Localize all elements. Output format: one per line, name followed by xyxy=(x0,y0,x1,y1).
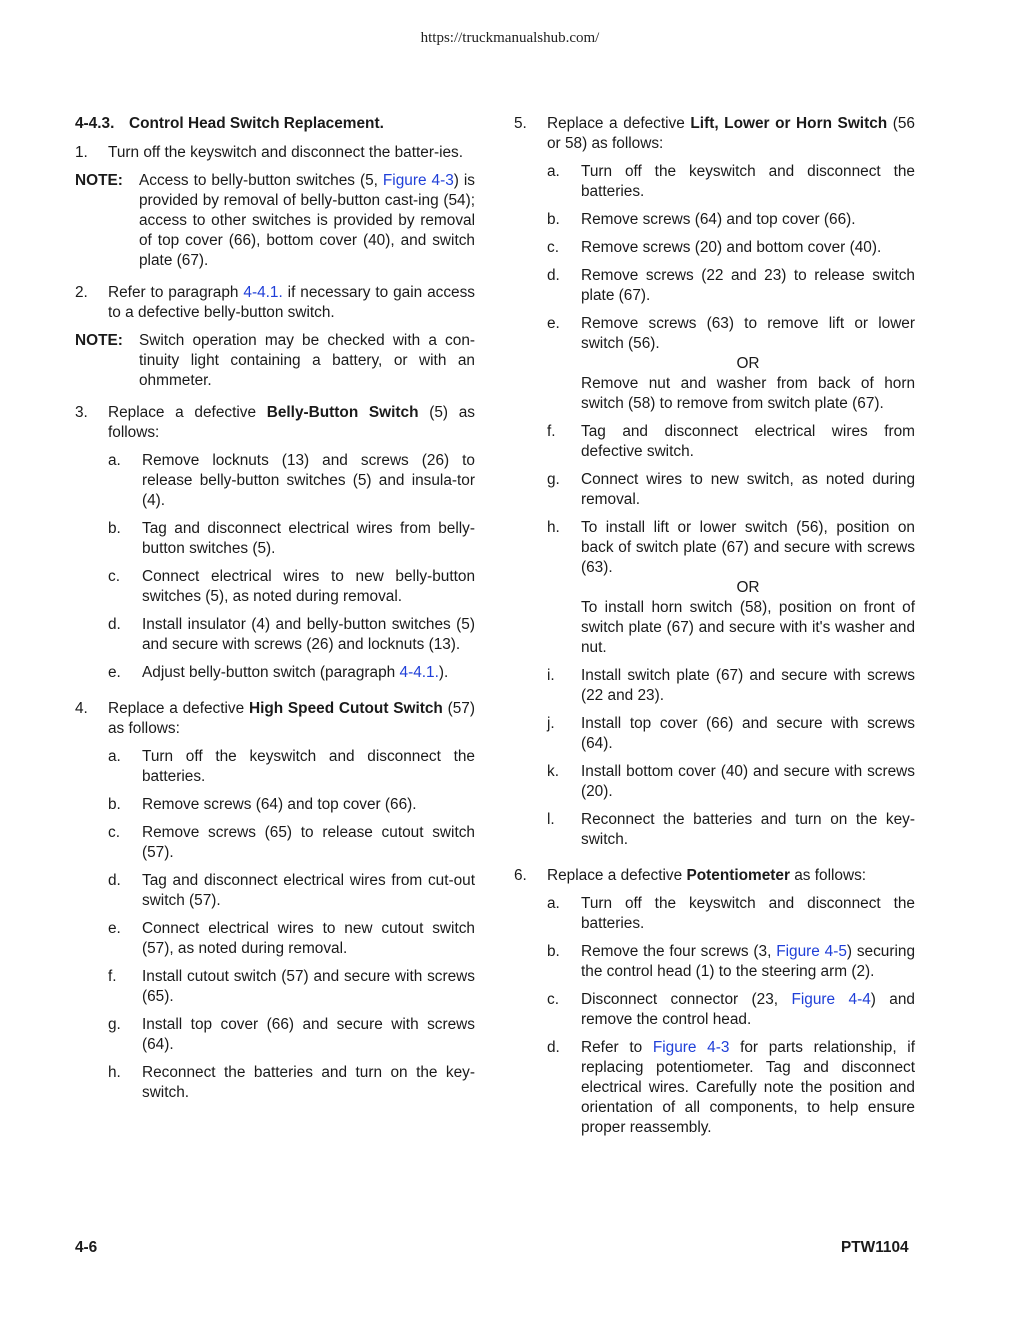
figure-link[interactable]: Figure 4-4 xyxy=(791,991,871,1008)
substep: f. Install cutout switch (57) and secure with screws (65). xyxy=(108,968,475,1005)
right-column xyxy=(514,114,915,1154)
substep: d. Install insulator (4) and belly-button switches (5) and secure with screws (26) and locknuts (13). xyxy=(108,616,475,653)
substep: j. Install top cover (66) and secure with screws (64). xyxy=(547,715,915,752)
substep: c. Disconnect connector (23, Figure 4-4) and remove the control head. xyxy=(547,991,915,1028)
substep: b. Tag and disconnect electrical wires from belly-button switches (5). xyxy=(108,520,475,557)
substep: b. Remove screws (64) and top cover (66). xyxy=(547,211,856,228)
substep: k. Install bottom cover (40) and secure with screws (20). xyxy=(547,763,915,800)
substep: f. Tag and disconnect electrical wires from defective switch. xyxy=(547,423,915,460)
substep: c. Remove screws (20) and bottom cover (40). xyxy=(547,239,882,256)
paragraph-link[interactable]: 4-4.1. xyxy=(399,664,439,681)
step-3: 3. Replace a defective Belly-Button Switch (5) as follows: a. Remove locknuts (13) and screws (26) to release belly-button switches (5) and insula-tor (4). b. Tag and disconnect electrical wires from belly-button switches (5). c. Connect electrical wires to new belly-button switches (5), as noted during removal. d. Install insulator (4) and belly-button switches (5) and secure with screws (26) and locknuts (13). e. Adjust belly-button switch (paragraph 4-4.1.). xyxy=(75,404,475,681)
section-heading xyxy=(75,114,475,134)
source-url[interactable]: https://truckmanualshub.com/ xyxy=(420,30,600,46)
section-title: Control Head Switch Replacement. xyxy=(129,115,384,132)
document-id: PTW1104 xyxy=(841,1239,909,1256)
substep: a. Turn off the keyswitch and disconnect the batteries. xyxy=(547,163,915,200)
section-number: 4-4.3. xyxy=(75,115,115,132)
substep: b. Remove screws (64) and top cover (66). xyxy=(108,796,417,813)
substep: d. Refer to Figure 4-3 for parts relationship, if replacing potentiometer. Tag and disconnect electrical wires. Carefully note the position and orientation of all components, to help ensure proper reassembly. xyxy=(547,1039,915,1136)
substep: d. Tag and disconnect electrical wires from cut-out switch (57). xyxy=(108,872,475,909)
step-4: 4. Replace a defective High Speed Cutout Switch (57) as follows: a. Turn off the keyswitch and disconnect the batteries. b. Remove screws (64) and top cover (66). c. Remove screws (65) to release cutout switch (57). d. Tag and disconnect electrical wires from cut-out switch (57). e. Connect electrical wires to new cutout switch (57), as noted during removal. f. Install cutout switch (57) and secure with screws (65). g. Install top cover (66) and secure with screws (64). h. Reconnect the batteries and turn on the key-switch. xyxy=(75,700,475,1101)
note-access: NOTE: Access to belly-button switches (5, Figure 4-3) is provided by removal of belly-button cast-ing (54); access to other switches is provided by removal of top cover (66), bottom cover (40), and switch plate (67). xyxy=(75,172,475,269)
step-5: 5. Replace a defective Lift, Lower or Horn Switch (56 or 58) as follows: a. Turn off the keyswitch and disconnect the batteries. b. Remove screws (64) and top cover (66). c. Remove screws (20) and bottom cover (40). d. Remove screws (22 and 23) to release switch plate (67). e. Remove screws (63) to remove lift or lower switch (56). OR Remove nut and washer from back of horn switch (58) to remove from switch plate (67). f. Tag and disconnect electrical wires from defective switch. g. Connect wires to new switch, as noted during removal. h. To install lift or lower switch (56), position on back of switch plate (67) and secure with screws (63). OR To install horn switch (58), position on front of switch plate (67) and secure with it's washer and nut. i. Install switch plate (67) and secure with screws (22 and 23). j. Install top cover (66) and secure with screws (64). k. Install bottom cover (40) and secure with screws (20). l. Reconnect the batteries and turn on the key-switch. xyxy=(514,115,915,848)
substep: i. Install switch plate (67) and secure with screws (22 and 23). xyxy=(547,667,915,704)
figure-link[interactable]: Figure 4-5 xyxy=(776,943,847,960)
step-6: 6. Replace a defective Potentiometer as follows: a. Turn off the keyswitch and disconnect the batteries. b. Remove the four screws (3, Figure 4-5) securing the control head (1) to the steering arm (2). c. Disconnect connector (23, Figure 4-4) and remove the control head. d. Refer to Figure 4-3 for parts relationship, if replacing potentiometer. Tag and disconnect electrical wires. Carefully note the position and orientation of all components, to help ensure proper reassembly. xyxy=(514,867,916,1136)
substep: g. Install top cover (66) and secure with screws (64). xyxy=(108,1016,475,1053)
substep: e. Remove screws (63) to remove lift or lower switch (56). OR Remove nut and washer from back of horn switch (58) to remove from switch plate (67). xyxy=(547,315,915,412)
paragraph-link[interactable]: 4-4.1. xyxy=(243,284,283,301)
substep: l. Reconnect the batteries and turn on the key-switch. xyxy=(547,811,915,848)
left-column xyxy=(75,114,475,1119)
substep: a. Turn off the keyswitch and disconnect the batteries. xyxy=(108,748,475,785)
substep: a. Remove locknuts (13) and screws (26) to release belly-button switches (5) and insula-tor (4). xyxy=(108,452,475,509)
substep: d. Remove screws (22 and 23) to release switch plate (67). xyxy=(547,267,915,304)
step-1: 1. Turn off the keyswitch and disconnect the batter-ies. xyxy=(75,144,464,161)
page-number: 4-6 xyxy=(75,1239,98,1256)
note-continuity: NOTE: Switch operation may be checked with a con-tinuity light containing a battery, or with an ohmmeter. xyxy=(75,332,475,389)
substep: b. Remove the four screws (3, Figure 4-5) securing the control head (1) to the steering arm (2). xyxy=(547,943,916,980)
substep: c. Connect electrical wires to new belly-button switches (5), as noted during removal. xyxy=(108,568,475,605)
figure-link[interactable]: Figure 4-3 xyxy=(652,1039,730,1056)
figure-link[interactable]: Figure 4-3 xyxy=(382,172,454,189)
substep: e. Adjust belly-button switch (paragraph 4-4.1.). xyxy=(108,664,449,681)
substep: h. To install lift or lower switch (56), position on back of switch plate (67) and secure with screws (63). OR To install horn switch (58), position on front of switch plate (67) and secure with it's washer and nut. xyxy=(547,519,915,656)
substep: g. Connect wires to new switch, as noted during removal. xyxy=(547,471,915,508)
substep: e. Connect electrical wires to new cutout switch (57), as noted during removal. xyxy=(108,920,475,957)
substep: a. Turn off the keyswitch and disconnect the batteries. xyxy=(547,895,915,932)
step-2: 2. Refer to paragraph 4-4.1. if necessary to gain access to a defective belly-button switch. xyxy=(75,284,475,321)
substep: h. Reconnect the batteries and turn on the key-switch. xyxy=(108,1064,475,1101)
substep: c. Remove screws (65) to release cutout switch (57). xyxy=(108,824,475,861)
